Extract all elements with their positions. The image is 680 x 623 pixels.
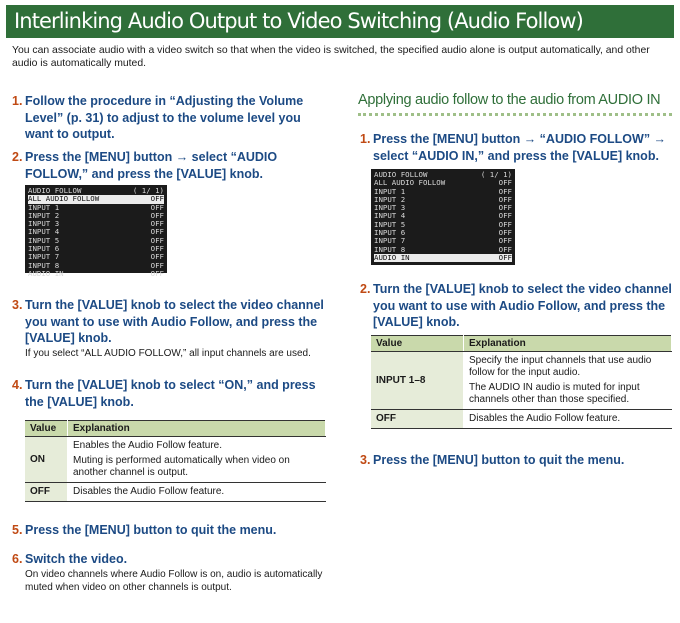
table-cell-explanation [68,437,326,483]
lcd-item-label: INPUT 3 [28,219,60,229]
lcd-item-label: ALL AUDIO FOLLOW [28,194,100,204]
lcd-item-label: AUDIO IN [374,252,410,262]
section-divider [358,113,672,116]
lcd-item-label: ALL AUDIO FOLLOW [374,178,446,188]
table-cell-value: OFF [25,483,68,502]
explanation-line: Disables the Audio Follow feature. [469,413,621,424]
lcd-item-value: OFF [150,252,164,262]
lcd-header: AUDIO FOLLOW [28,186,82,195]
step-number: 2. [12,150,23,164]
lcd-item-label: INPUT 5 [28,235,60,245]
step-number: 1. [12,94,23,108]
step-text: Follow the procedure in “Adjusting the Volume Level” (p. 31) to adjust to the volume level you want to output. [25,94,304,141]
lcd-menu-row [374,254,512,262]
lcd-item-value: OFF [150,244,164,254]
intro-text: You can associate audio with a video switch so that when the video is switched, the specified audio alone is output automatically, and other audio is automatically muted. [12,45,650,69]
table-row [371,352,672,410]
lcd-item-label: INPUT 2 [28,210,60,220]
lcd-screen-audio-in [371,169,515,265]
table-cell-explanation [68,483,326,502]
left-step-2 [12,149,335,182]
lcd-screen-audio-follow [25,185,167,278]
lcd-item-label: INPUT 6 [374,228,406,238]
lcd-item-value: OFF [150,194,164,204]
lcd-item-value: OFF [498,211,512,221]
left-step-3 [12,297,325,347]
table-cell-value: INPUT 1–8 [371,352,464,410]
left-step-1 [12,93,325,143]
lcd-item-label: AUDIO IN [28,268,64,278]
left-step-4 [12,377,325,410]
step-number: 5. [12,523,23,537]
lcd-item-value: OFF [150,202,164,212]
explanation-line: The AUDIO IN audio is muted for input channels other than those specified. [469,382,640,405]
left-value-table [25,420,326,502]
lcd-item-value: OFF [498,186,512,196]
lcd-item-value: OFF [150,219,164,229]
lcd-menu-row [28,270,164,278]
lcd-item-value: OFF [498,244,512,254]
explanation-line: Enables the Audio Follow feature. [73,440,222,451]
table-cell-explanation [464,352,672,410]
left-step-3-note: If you select “ALL AUDIO FOLLOW,” all input channels are used. [25,348,311,359]
step-text: Switch the video. [25,552,128,566]
lcd-header: AUDIO FOLLOW [374,170,428,179]
lcd-item-label: INPUT 1 [28,202,60,212]
lcd-item-label: INPUT 1 [374,186,406,196]
step-number: 3. [360,453,371,467]
left-step-6-note: On video channels where Audio Follow is on, audio is automatically muted when video on other channels is output. [25,569,323,593]
lcd-page-indicator: ( 1/ 1) [132,186,164,195]
left-step-5 [12,522,325,539]
title-bar [6,5,674,38]
table-row [25,437,326,483]
lcd-item-value: OFF [498,203,512,213]
lcd-item-label: INPUT 7 [374,236,406,246]
right-step-2 [360,281,673,331]
table-cell-value: ON [25,437,68,483]
lcd-page-indicator: ( 1/ 1) [480,170,512,179]
lcd-item-label: INPUT 4 [28,227,60,237]
step-text: Press the [MENU] button to quit the menu. [373,453,625,467]
lcd-item-value: OFF [498,178,512,188]
step-number: 2. [360,282,371,296]
right-step-1 [360,131,673,164]
explanation-line: Specify the input channels that use audio follow for the input audio. [469,355,652,378]
lcd-item-value: OFF [150,210,164,220]
lcd-item-label: INPUT 3 [374,203,406,213]
step-text: Press the [MENU] button → select “AUDIO FOLLOW,” and press the [VALUE] knob. [25,150,278,181]
explanation-line: Muting is performed automatically when video on another channel is output. [73,455,290,478]
step-number: 6. [12,552,23,566]
left-step-6 [12,551,325,568]
right-value-table [371,335,672,429]
table-header-value: Value [25,421,68,437]
explanation-line: Disables the Audio Follow feature. [73,486,225,497]
lcd-item-value: OFF [150,260,164,270]
lcd-item-label: INPUT 6 [28,244,60,254]
step-text: Turn the [VALUE] knob to select “ON,” and press the [VALUE] knob. [25,378,316,409]
table-header-explanation: Explanation [464,336,672,352]
step-text: Press the [MENU] button to quit the menu. [25,523,277,537]
step-text: Press the [MENU] button → “AUDIO FOLLOW” → select “AUDIO IN,” and press the [VALUE] knob. [373,132,667,163]
lcd-item-value: OFF [498,252,512,262]
table-header-explanation: Explanation [68,421,326,437]
step-number: 4. [12,378,23,392]
page-title: Interlinking Audio Output to Video Switching (Audio Follow) [14,9,583,33]
lcd-item-label: INPUT 7 [28,252,60,262]
lcd-item-value: OFF [498,228,512,238]
lcd-item-value: OFF [150,235,164,245]
table-cell-explanation [464,410,672,429]
lcd-item-label: INPUT 4 [374,211,406,221]
step-number: 3. [12,298,23,312]
lcd-item-value: OFF [150,268,164,278]
lcd-item-label: INPUT 8 [374,244,406,254]
lcd-item-label: INPUT 8 [28,260,60,270]
step-text: Turn the [VALUE] knob to select the video channel you want to use with Audio Follow, and press the [VALUE] knob. [373,282,672,329]
table-cell-value: OFF [371,410,464,429]
right-step-3 [360,452,673,469]
step-text: Turn the [VALUE] knob to select the video channel you want to use with Audio Follow, and press the [VALUE] knob. [25,298,324,345]
step-number: 1. [360,132,371,146]
lcd-item-value: OFF [498,194,512,204]
lcd-item-value: OFF [150,227,164,237]
section-heading-audio-in: Applying audio follow to the audio from AUDIO IN [358,92,661,108]
lcd-item-label: INPUT 2 [374,194,406,204]
lcd-item-label: INPUT 5 [374,219,406,229]
lcd-item-value: OFF [498,236,512,246]
table-row [25,483,326,502]
table-row [371,410,672,429]
lcd-item-value: OFF [498,219,512,229]
table-header-value: Value [371,336,464,352]
